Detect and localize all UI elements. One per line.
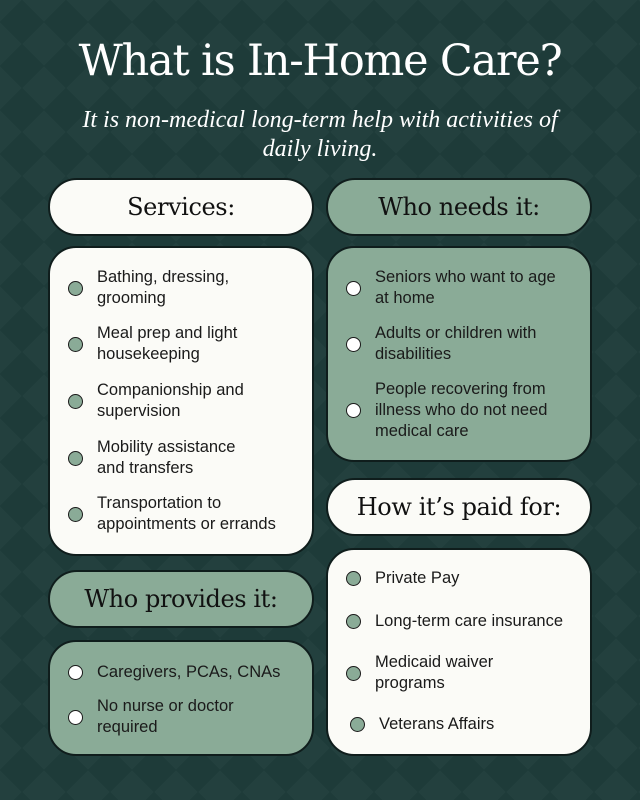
list-item — [346, 379, 547, 442]
list-item — [68, 493, 276, 535]
services-card — [48, 246, 314, 556]
services-item-text: Meal prep and light housekeeping — [97, 324, 238, 363]
paid-for-item-text: Private Pay — [375, 569, 460, 587]
bullet-icon — [68, 281, 83, 296]
list-item — [68, 323, 237, 365]
paid-for-card — [326, 548, 592, 756]
list-item — [346, 267, 556, 309]
who-needs-heading: Who needs it: — [326, 178, 592, 236]
paid-for-item-text: Long-term care insurance — [375, 612, 564, 630]
who-provides-item-text: No nurse or doctor required — [97, 697, 234, 736]
bullet-icon — [68, 710, 83, 725]
who-provides-item-text: Caregivers, PCAs, CNAs — [97, 663, 281, 681]
services-item-text: Companionship and supervision — [97, 381, 244, 420]
who-needs-card — [326, 246, 592, 462]
who-provides-card — [48, 640, 314, 756]
bullet-icon — [346, 337, 361, 352]
services-heading: Services: — [48, 178, 314, 236]
services-item-text: Transportation to appointments or errands — [97, 494, 276, 533]
list-item — [68, 696, 234, 738]
list-item — [346, 568, 459, 589]
bullet-icon — [346, 666, 361, 681]
page-title: What is In-Home Care? — [78, 36, 562, 86]
bullet-icon — [346, 403, 361, 418]
paid-for-item-text: Medicaid waiver programs — [375, 653, 494, 692]
services-item-text: Bathing, dressing, grooming — [97, 268, 230, 307]
paid-for-heading: How it’s paid for: — [326, 478, 592, 536]
bullet-icon — [346, 281, 361, 296]
bullet-icon — [68, 451, 83, 466]
list-item — [346, 323, 536, 365]
bullet-icon — [68, 507, 83, 522]
bullet-icon — [350, 717, 365, 732]
who-provides-heading: Who provides it: — [48, 570, 314, 628]
bullet-icon — [346, 571, 361, 586]
list-item — [68, 662, 280, 683]
list-item — [350, 714, 494, 735]
bullet-icon — [346, 614, 361, 629]
services-item-text: Mobility assistance and transfers — [97, 438, 236, 477]
bullet-icon — [68, 337, 83, 352]
list-item — [68, 380, 244, 422]
page-subtitle: It is non-medical long-term help with activities of daily living. — [82, 107, 558, 162]
list-item — [68, 437, 235, 479]
paid-for-item-text: Veterans Affairs — [379, 715, 495, 733]
who-needs-item-text: Adults or children with disabilities — [375, 324, 537, 363]
bullet-icon — [68, 665, 83, 680]
list-item — [346, 652, 493, 694]
who-needs-item-text: People recovering from illness who do not need medical care — [375, 380, 548, 440]
who-needs-item-text: Seniors who want to age at home — [375, 268, 556, 307]
list-item — [346, 611, 563, 632]
bullet-icon — [68, 394, 83, 409]
list-item — [68, 267, 229, 309]
